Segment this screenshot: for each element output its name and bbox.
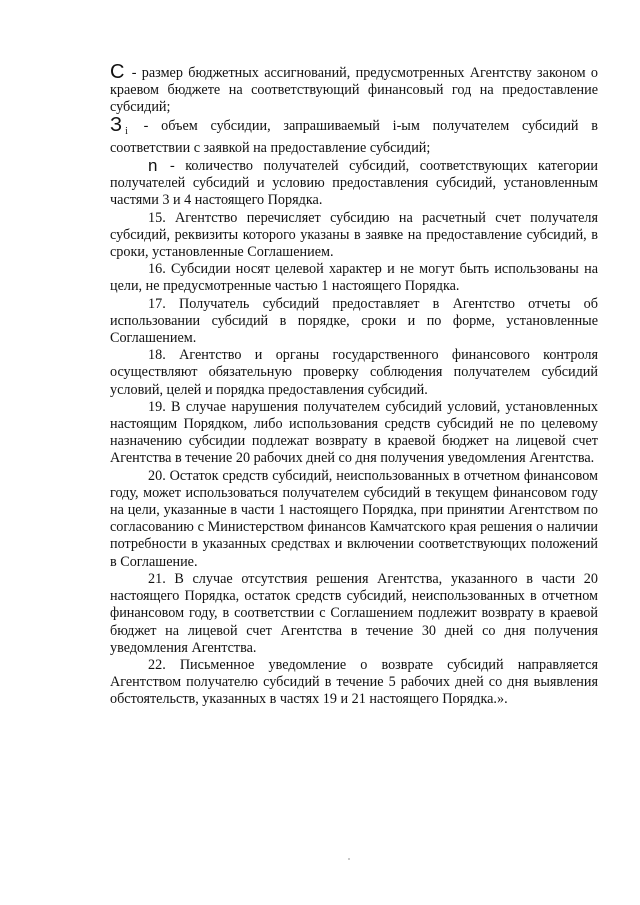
definition-z [110,113,598,157]
paragraph-19: 19. В случае нарушения получателем субсидий условий, установленных настоящим Порядком, либо использования средств субсидий не по целевому назначению субсидии подлежат возврату в краевой бюджет на лицевой счет Агентства в течение 20 рабочих дней со дня получения уведомления Агентства. [110,398,598,467]
paragraph-22: 22. Письменное уведомление о возврате субсидий направляется Агентством получателю субсидий в течение 5 рабочих дней со дня выявления обстоятельств, указанных в частях 19 и 21 настоящего Порядка.». [110,656,598,708]
symbol-c: С [110,61,125,83]
definition-z-text: - объем субсидии, запрашиваемый i-ым получателем субсидий в соответствии с заявкой на предоставление субсидий; [110,117,598,156]
document-body [110,61,598,709]
paragraph-16: 16. Субсидии носят целевой характер и не могут быть использованы на цели, не предусмотренные частью 1 настоящего Порядка. [110,261,598,295]
paragraph-15: 15. Агентство перечисляет субсидию на расчетный счет получателя субсидий, реквизиты которого указаны в заявке на предоставление субсидий, в сроки, установленные Соглашением. [110,209,598,261]
paragraph-18: 18. Агентство и органы государственного финансового контроля осуществляют обязательную проверку соблюдения получателем субсидий условий, целей и порядка предоставления субсидий. [110,347,598,398]
definition-c [110,61,598,117]
definition-n [110,157,598,210]
paragraph-20: 20. Остаток средств субсидий, неиспользованных в отчетном финансовом году, может использоваться получателем субсидий в текущем финансовом году на цели, указанные в части 1 настоящего Порядка, при принятии Агентством по согласованию с Министерством финансов Камчатского края решения о наличии потребности в указанных средствах и включении соответствующих положений в Соглашение. [110,467,598,570]
paragraph-21: 21. В случае отсутствия решения Агентства, указанного в части 20 настоящего Порядка, остаток средств субсидий, неиспользованных в отчетном финансовом году, в соответствии с Соглашением подлежит возврату в краевой бюджет на лицевой счет Агентства в течение 30 дней со дня получения уведомления Агентства. [110,570,598,656]
definition-n-text: - количество получателей субсидий, соответствующих категории получателей субсидий и условию предоставления субсидий, установленным частями 3 и 4 настоящего Порядка. [110,158,598,209]
paragraph-17: 17. Получатель субсидий предоставляет в Агентство отчеты об использовании субсидий в порядке, сроки и по форме, установленные Соглашением. [110,295,598,347]
symbol-z-subscript: i [125,125,128,137]
scan-speck [348,858,350,860]
definition-c-text: - размер бюджетных ассигнований, предусмотренных Агентству законом о краевом бюджете на соответствующий финансовый год на предоставление субсидий; [110,65,598,116]
symbol-n: n [148,156,158,176]
symbol-z: З [110,113,123,136]
